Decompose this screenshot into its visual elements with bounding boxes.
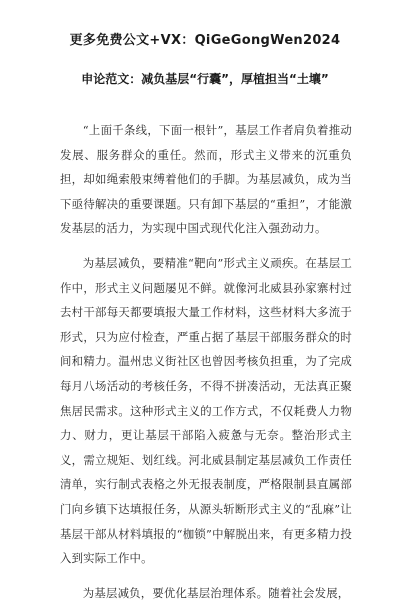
paragraph: 为基层减负，要精准“靶向”形式主义顽疾。在基层工作中，形式主义问题屡见不鲜。就像河北威县孙家寨村过去村干部每天都要填报大量工作材料，这些材料大多流于形式，只为应付检查，严重占据了基层干部服务群众的时间和精力。温州忠义街社区也曾因考核负担重，为了完成每月八场活动的考核任务，不得不拼凑活动，无法真正聚焦居民需求。这种形式主义的工作方式，不仅耗费人力物力、财力，更让基层干部陷入疲惫与无奈。整治形式主义，需立规矩、划红线。河北威县制定基层减负工作责任清单，实行制式表格之外无报表制度，严格限制县直属部门向乡镇下达填报任务，从源头斩断形式主义的“乱麻”让基层干部从材料填报的“枷锁”中解脱出来，有更多精力投入到实际工作中。 (60, 255, 352, 566)
paragraph: “上面千条线，下面一根针”，基层工作者肩负着推动发展、服务群众的重任。然而，形式主义带来的沉重负担，却如绳索般束缚着他们的手脚。为基层减负，成为当下亟待解决的重要课题。只有卸下基层的“重担”，才能激发基层的活力，为实现中国式现代化注入强劲动力。 (60, 123, 352, 236)
document-title: 申论范文：减负基层“行囊”，厚植担当“土壤” (81, 72, 329, 86)
paragraph: 为基层减负，要优化基层治理体系。随着社会发展， (82, 585, 350, 600)
page-header: 更多免费公文+VX：QiGeGongWen2024 (69, 33, 341, 48)
document-body (60, 118, 352, 615)
